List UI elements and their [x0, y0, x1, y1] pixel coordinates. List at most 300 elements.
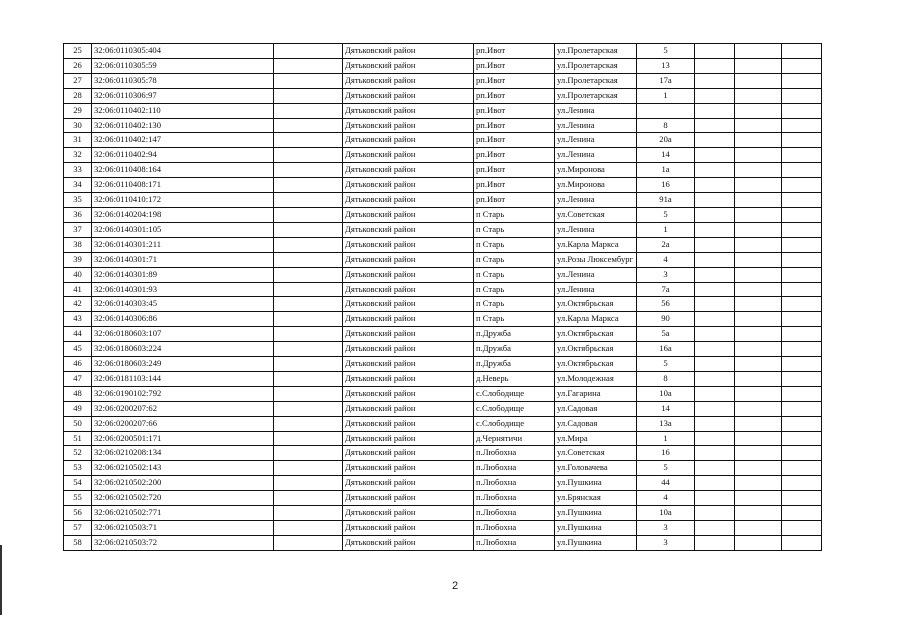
district-name: Дятьковский район — [343, 133, 474, 148]
locality-name: с.Слободище — [474, 386, 555, 401]
row-number: 54 — [64, 476, 92, 491]
empty-cell — [274, 103, 343, 118]
district-name: Дятьковский район — [343, 163, 474, 178]
house-number: 44 — [637, 476, 695, 491]
street-name: ул.Октябрьская — [555, 327, 637, 342]
house-number: 17а — [637, 73, 695, 88]
district-name: Дятьковский район — [343, 342, 474, 357]
locality-name: рп.Ивот — [474, 193, 555, 208]
locality-name: п.Любохна — [474, 521, 555, 536]
district-name: Дятьковский район — [343, 282, 474, 297]
empty-cell — [274, 416, 343, 431]
empty-cell — [274, 506, 343, 521]
table-row — [64, 446, 822, 461]
cadastral-number: 32:06:0140301:105 — [92, 222, 274, 237]
row-number: 57 — [64, 521, 92, 536]
locality-name: п.Любохна — [474, 461, 555, 476]
district-name: Дятьковский район — [343, 73, 474, 88]
locality-name: п Старь — [474, 282, 555, 297]
empty-cell — [735, 178, 782, 193]
house-number: 5 — [637, 357, 695, 372]
empty-cell — [735, 327, 782, 342]
house-number: 7а — [637, 282, 695, 297]
empty-cell — [274, 193, 343, 208]
table-row — [64, 88, 822, 103]
locality-name: п Старь — [474, 297, 555, 312]
table-row — [64, 103, 822, 118]
cadastral-number: 32:06:0110305:59 — [92, 58, 274, 73]
empty-cell — [274, 58, 343, 73]
table-row — [64, 73, 822, 88]
empty-cell — [695, 327, 735, 342]
locality-name: рп.Ивот — [474, 44, 555, 59]
empty-cell — [695, 282, 735, 297]
row-number: 44 — [64, 327, 92, 342]
street-name: ул.Пролетарская — [555, 44, 637, 59]
locality-name: п Старь — [474, 237, 555, 252]
empty-cell — [274, 342, 343, 357]
empty-cell — [735, 386, 782, 401]
street-name: ул.Миронова — [555, 178, 637, 193]
street-name: ул.Пролетарская — [555, 88, 637, 103]
empty-cell — [274, 133, 343, 148]
house-number: 3 — [637, 521, 695, 536]
table-row — [64, 431, 822, 446]
table-row — [64, 327, 822, 342]
table-row — [64, 401, 822, 416]
district-name: Дятьковский район — [343, 148, 474, 163]
empty-cell — [695, 163, 735, 178]
empty-cell — [274, 207, 343, 222]
house-number: 5 — [637, 207, 695, 222]
cadastral-number: 32:06:0210502:720 — [92, 491, 274, 506]
house-number: 1 — [637, 431, 695, 446]
cadastral-number: 32:06:0200501:171 — [92, 431, 274, 446]
empty-cell — [735, 88, 782, 103]
empty-cell — [695, 535, 735, 550]
empty-cell — [782, 386, 822, 401]
table-row — [64, 521, 822, 536]
page-number: 2 — [452, 580, 459, 592]
street-name: ул.Карла Маркса — [555, 312, 637, 327]
empty-cell — [735, 103, 782, 118]
row-number: 30 — [64, 118, 92, 133]
street-name: ул.Пролетарская — [555, 73, 637, 88]
row-number: 41 — [64, 282, 92, 297]
empty-cell — [695, 297, 735, 312]
street-name: ул.Пушкина — [555, 476, 637, 491]
district-name: Дятьковский район — [343, 178, 474, 193]
house-number: 5а — [637, 327, 695, 342]
empty-cell — [695, 193, 735, 208]
empty-cell — [782, 222, 822, 237]
cadastral-number: 32:06:0110402:147 — [92, 133, 274, 148]
locality-name: рп.Ивот — [474, 118, 555, 133]
empty-cell — [735, 521, 782, 536]
house-number: 2а — [637, 237, 695, 252]
table-row — [64, 118, 822, 133]
row-number: 42 — [64, 297, 92, 312]
empty-cell — [695, 401, 735, 416]
table-row — [64, 267, 822, 282]
table-row — [64, 193, 822, 208]
row-number: 36 — [64, 207, 92, 222]
table-row — [64, 491, 822, 506]
empty-cell — [274, 431, 343, 446]
district-name: Дятьковский район — [343, 446, 474, 461]
empty-cell — [274, 267, 343, 282]
cadastral-number: 32:06:0110402:110 — [92, 103, 274, 118]
cadastral-number: 32:06:0180603:224 — [92, 342, 274, 357]
empty-cell — [782, 163, 822, 178]
empty-cell — [782, 267, 822, 282]
district-name: Дятьковский район — [343, 103, 474, 118]
cadastral-number: 32:06:0110410:172 — [92, 193, 274, 208]
locality-name: рп.Ивот — [474, 178, 555, 193]
empty-cell — [695, 342, 735, 357]
table-row — [64, 506, 822, 521]
empty-cell — [782, 133, 822, 148]
street-name: ул.Гагарина — [555, 386, 637, 401]
district-name: Дятьковский район — [343, 267, 474, 282]
locality-name: рп.Ивот — [474, 103, 555, 118]
row-number: 39 — [64, 252, 92, 267]
street-name: ул.Пролетарская — [555, 58, 637, 73]
street-name: ул.Ленина — [555, 103, 637, 118]
table-row — [64, 133, 822, 148]
empty-cell — [735, 416, 782, 431]
street-name: ул.Ленина — [555, 222, 637, 237]
empty-cell — [735, 44, 782, 59]
house-number: 1 — [637, 222, 695, 237]
empty-cell — [782, 461, 822, 476]
locality-name: рп.Ивот — [474, 133, 555, 148]
empty-cell — [735, 222, 782, 237]
locality-name: п.Дружба — [474, 327, 555, 342]
empty-cell — [274, 178, 343, 193]
empty-cell — [782, 297, 822, 312]
empty-cell — [274, 297, 343, 312]
empty-cell — [695, 461, 735, 476]
district-name: Дятьковский район — [343, 431, 474, 446]
street-name: ул.Карла Маркса — [555, 237, 637, 252]
locality-name: рп.Ивот — [474, 58, 555, 73]
cadastral-number: 32:06:0180603:249 — [92, 357, 274, 372]
empty-cell — [782, 521, 822, 536]
empty-cell — [782, 342, 822, 357]
empty-cell — [695, 178, 735, 193]
empty-cell — [735, 118, 782, 133]
table-row — [64, 386, 822, 401]
empty-cell — [735, 431, 782, 446]
empty-cell — [782, 446, 822, 461]
table-row — [64, 312, 822, 327]
table-row — [64, 535, 822, 550]
row-number: 40 — [64, 267, 92, 282]
house-number: 56 — [637, 297, 695, 312]
empty-cell — [274, 357, 343, 372]
empty-cell — [695, 237, 735, 252]
district-name: Дятьковский район — [343, 312, 474, 327]
cadastral-number: 32:06:0210502:143 — [92, 461, 274, 476]
empty-cell — [695, 506, 735, 521]
row-number: 55 — [64, 491, 92, 506]
empty-cell — [274, 148, 343, 163]
table-row — [64, 44, 822, 59]
empty-cell — [274, 252, 343, 267]
row-number: 34 — [64, 178, 92, 193]
empty-cell — [782, 178, 822, 193]
empty-cell — [782, 44, 822, 59]
empty-cell — [782, 282, 822, 297]
district-name: Дятьковский район — [343, 88, 474, 103]
empty-cell — [782, 148, 822, 163]
house-number: 10а — [637, 506, 695, 521]
house-number: 16 — [637, 446, 695, 461]
cadastral-number: 32:06:0210208:134 — [92, 446, 274, 461]
house-number: 16а — [637, 342, 695, 357]
locality-name: п.Любохна — [474, 446, 555, 461]
table-row — [64, 282, 822, 297]
house-number: 8 — [637, 118, 695, 133]
table-body — [64, 44, 822, 551]
street-name: ул.Мира — [555, 431, 637, 446]
empty-cell — [695, 476, 735, 491]
district-name: Дятьковский район — [343, 521, 474, 536]
district-name: Дятьковский район — [343, 386, 474, 401]
street-name: ул.Ленина — [555, 148, 637, 163]
district-name: Дятьковский район — [343, 58, 474, 73]
empty-cell — [735, 73, 782, 88]
row-number: 31 — [64, 133, 92, 148]
row-number: 52 — [64, 446, 92, 461]
empty-cell — [695, 207, 735, 222]
empty-cell — [695, 312, 735, 327]
locality-name: п.Дружба — [474, 342, 555, 357]
empty-cell — [695, 357, 735, 372]
empty-cell — [274, 461, 343, 476]
house-number: 3 — [637, 535, 695, 550]
cadastral-number: 32:06:0110306:97 — [92, 88, 274, 103]
empty-cell — [735, 506, 782, 521]
row-number: 27 — [64, 73, 92, 88]
empty-cell — [782, 476, 822, 491]
empty-cell — [274, 237, 343, 252]
empty-cell — [695, 103, 735, 118]
cadastral-number: 32:06:0210503:72 — [92, 535, 274, 550]
row-number: 48 — [64, 386, 92, 401]
cadastral-number: 32:06:0110408:171 — [92, 178, 274, 193]
house-number: 1а — [637, 163, 695, 178]
table-row — [64, 58, 822, 73]
row-number: 43 — [64, 312, 92, 327]
empty-cell — [274, 327, 343, 342]
empty-cell — [735, 148, 782, 163]
empty-cell — [274, 282, 343, 297]
empty-cell — [782, 312, 822, 327]
table-row — [64, 222, 822, 237]
table-row — [64, 416, 822, 431]
locality-name: п Старь — [474, 312, 555, 327]
row-number: 37 — [64, 222, 92, 237]
row-number: 38 — [64, 237, 92, 252]
row-number: 28 — [64, 88, 92, 103]
locality-name: п Старь — [474, 267, 555, 282]
house-number: 4 — [637, 252, 695, 267]
cadastral-number: 32:06:0210502:200 — [92, 476, 274, 491]
house-number: 3 — [637, 267, 695, 282]
table-row — [64, 357, 822, 372]
district-name: Дятьковский район — [343, 357, 474, 372]
empty-cell — [274, 386, 343, 401]
street-name: ул.Садовая — [555, 416, 637, 431]
empty-cell — [274, 476, 343, 491]
empty-cell — [735, 461, 782, 476]
cadastral-number: 32:06:0140301:89 — [92, 267, 274, 282]
empty-cell — [782, 431, 822, 446]
empty-cell — [695, 267, 735, 282]
district-name: Дятьковский район — [343, 461, 474, 476]
row-number: 46 — [64, 357, 92, 372]
house-number: 91а — [637, 193, 695, 208]
empty-cell — [735, 237, 782, 252]
empty-cell — [274, 163, 343, 178]
house-number: 16 — [637, 178, 695, 193]
cadastral-number: 32:06:0140306:86 — [92, 312, 274, 327]
empty-cell — [735, 371, 782, 386]
street-name: ул.Октябрьская — [555, 342, 637, 357]
house-number: 13а — [637, 416, 695, 431]
empty-cell — [782, 401, 822, 416]
empty-cell — [782, 506, 822, 521]
cadastral-number: 32:06:0140301:211 — [92, 237, 274, 252]
row-number: 32 — [64, 148, 92, 163]
empty-cell — [274, 401, 343, 416]
district-name: Дятьковский район — [343, 252, 474, 267]
empty-cell — [782, 327, 822, 342]
empty-cell — [782, 193, 822, 208]
row-number: 26 — [64, 58, 92, 73]
empty-cell — [735, 476, 782, 491]
district-name: Дятьковский район — [343, 207, 474, 222]
cadastral-number: 32:06:0110402:130 — [92, 118, 274, 133]
street-name: ул.Советская — [555, 207, 637, 222]
locality-name: п.Любохна — [474, 535, 555, 550]
row-number: 51 — [64, 431, 92, 446]
district-name: Дятьковский район — [343, 327, 474, 342]
empty-cell — [695, 58, 735, 73]
table-row — [64, 371, 822, 386]
empty-cell — [735, 535, 782, 550]
street-name: ул.Ленина — [555, 133, 637, 148]
empty-cell — [274, 371, 343, 386]
empty-cell — [782, 535, 822, 550]
house-number: 20а — [637, 133, 695, 148]
cadastral-number: 32:06:0110305:78 — [92, 73, 274, 88]
district-name: Дятьковский район — [343, 491, 474, 506]
house-number: 10а — [637, 386, 695, 401]
row-number: 33 — [64, 163, 92, 178]
empty-cell — [274, 446, 343, 461]
empty-cell — [735, 267, 782, 282]
empty-cell — [735, 133, 782, 148]
house-number: 5 — [637, 461, 695, 476]
empty-cell — [695, 371, 735, 386]
empty-cell — [735, 282, 782, 297]
district-name: Дятьковский район — [343, 506, 474, 521]
cadastral-number: 32:06:0210502:771 — [92, 506, 274, 521]
cadastral-number: 32:06:0140301:93 — [92, 282, 274, 297]
table-row — [64, 252, 822, 267]
empty-cell — [695, 118, 735, 133]
locality-name: п.Дружба — [474, 357, 555, 372]
locality-name: рп.Ивот — [474, 163, 555, 178]
locality-name: с.Слободище — [474, 416, 555, 431]
street-name: ул.Пушкина — [555, 521, 637, 536]
empty-cell — [735, 357, 782, 372]
cadastral-number: 32:06:0181103:144 — [92, 371, 274, 386]
district-name: Дятьковский район — [343, 193, 474, 208]
empty-cell — [274, 88, 343, 103]
empty-cell — [274, 535, 343, 550]
street-name: ул.Ленина — [555, 267, 637, 282]
table-row — [64, 163, 822, 178]
row-number: 50 — [64, 416, 92, 431]
empty-cell — [735, 207, 782, 222]
empty-cell — [735, 252, 782, 267]
cadastral-number: 32:06:0140301:71 — [92, 252, 274, 267]
locality-name: рп.Ивот — [474, 88, 555, 103]
cadastral-number: 32:06:0140303:45 — [92, 297, 274, 312]
house-number: 90 — [637, 312, 695, 327]
empty-cell — [735, 446, 782, 461]
empty-cell — [782, 88, 822, 103]
empty-cell — [274, 44, 343, 59]
table-row — [64, 148, 822, 163]
street-name: ул.Розы Люксембург — [555, 252, 637, 267]
house-number: 4 — [637, 491, 695, 506]
street-name: ул.Октябрьская — [555, 357, 637, 372]
row-number: 29 — [64, 103, 92, 118]
empty-cell — [695, 133, 735, 148]
empty-cell — [782, 357, 822, 372]
street-name: ул.Миронова — [555, 163, 637, 178]
empty-cell — [274, 521, 343, 536]
empty-cell — [735, 401, 782, 416]
street-name: ул.Пушкина — [555, 535, 637, 550]
row-number: 53 — [64, 461, 92, 476]
house-number: 14 — [637, 401, 695, 416]
locality-name: с.Слободище — [474, 401, 555, 416]
house-number: 14 — [637, 148, 695, 163]
empty-cell — [782, 207, 822, 222]
table-row — [64, 461, 822, 476]
empty-cell — [782, 73, 822, 88]
empty-cell — [782, 237, 822, 252]
street-name: ул.Советская — [555, 446, 637, 461]
empty-cell — [695, 521, 735, 536]
locality-name: д.Неверь — [474, 371, 555, 386]
locality-name: п Старь — [474, 252, 555, 267]
empty-cell — [782, 491, 822, 506]
district-name: Дятьковский район — [343, 222, 474, 237]
row-number: 45 — [64, 342, 92, 357]
empty-cell — [735, 312, 782, 327]
district-name: Дятьковский район — [343, 44, 474, 59]
house-number: 8 — [637, 371, 695, 386]
scan-edge-line — [0, 545, 2, 615]
empty-cell — [695, 222, 735, 237]
